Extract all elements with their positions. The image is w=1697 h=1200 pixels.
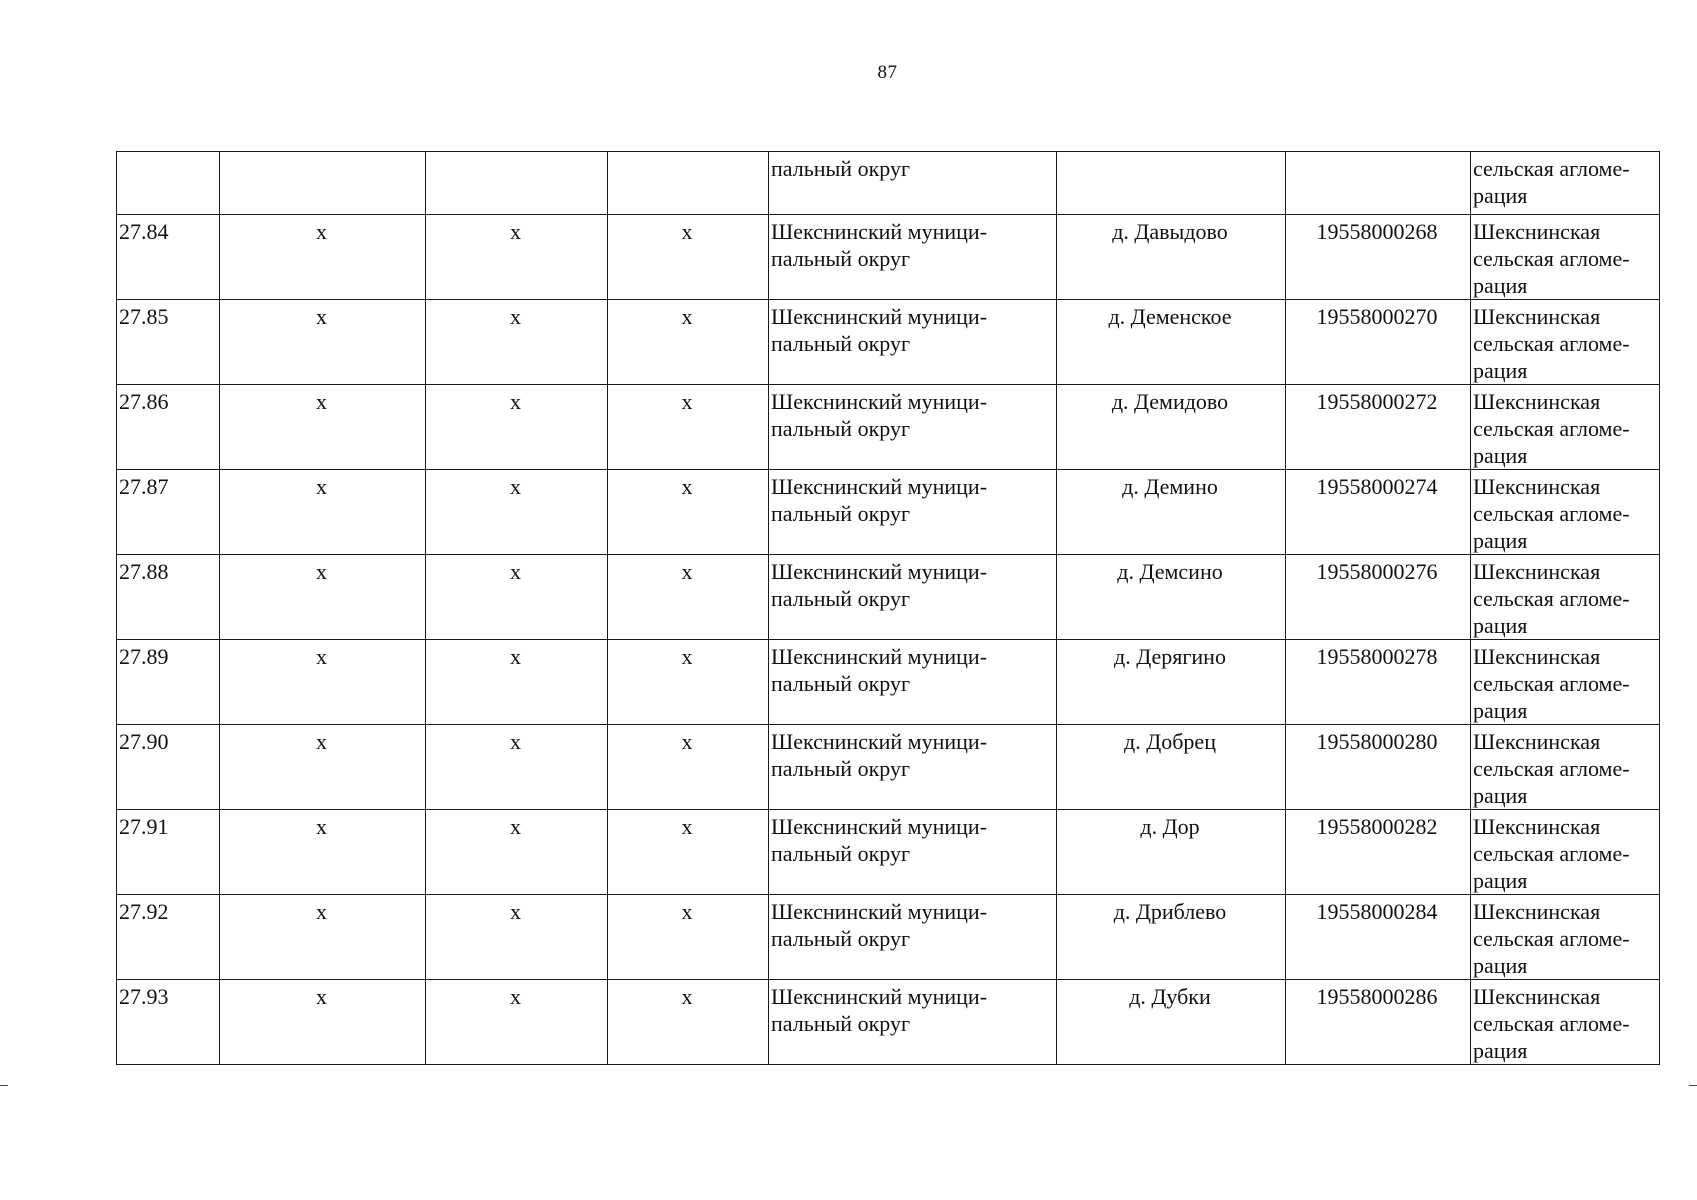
empty-cell xyxy=(608,152,769,215)
agglomeration-line: рация xyxy=(1473,698,1528,723)
settlement-cell: д. Дерягино xyxy=(1057,640,1286,725)
x-mark-cell: х xyxy=(426,300,608,385)
agglomeration-line: рация xyxy=(1473,953,1528,978)
empty-cell xyxy=(220,152,426,215)
row-number-cell: 27.88 xyxy=(117,555,220,640)
row-number-cell: 27.89 xyxy=(117,640,220,725)
municipality-line: Шекснинский муници- xyxy=(771,729,988,754)
agglomeration-line: сельская агломе- xyxy=(1473,501,1630,526)
x-mark-cell: х xyxy=(608,470,769,555)
row-number-cell: 27.93 xyxy=(117,980,220,1065)
x-mark-cell: х xyxy=(426,895,608,980)
table-row xyxy=(117,810,1660,895)
registry-table xyxy=(116,151,1660,1065)
edge-mark-right xyxy=(1689,1085,1697,1086)
agglomeration-cell xyxy=(1471,980,1660,1065)
municipality-line: Шекснинский муници- xyxy=(771,984,988,1009)
agglomeration-line: рация xyxy=(1473,1038,1528,1063)
table-row xyxy=(117,300,1660,385)
agglomeration-line: Шекснинская xyxy=(1473,644,1601,669)
x-mark-cell: х xyxy=(220,810,426,895)
municipality-line: Шекснинский муници- xyxy=(771,304,988,329)
x-mark-cell: х xyxy=(608,640,769,725)
agglomeration-line: сельская агломе- xyxy=(1473,926,1630,951)
municipality-cell xyxy=(769,640,1057,725)
table-row xyxy=(117,555,1660,640)
x-mark-cell: х xyxy=(426,725,608,810)
x-mark-cell: х xyxy=(220,470,426,555)
page-number: 87 xyxy=(877,62,898,83)
x-mark-cell: х xyxy=(220,725,426,810)
agglomeration-cell xyxy=(1471,470,1660,555)
table-row xyxy=(117,895,1660,980)
municipality-line: пальный округ xyxy=(771,1011,910,1036)
x-mark-cell: х xyxy=(608,385,769,470)
row-number-cell: 27.84 xyxy=(117,215,220,300)
table-row xyxy=(117,385,1660,470)
agglomeration-line: Шекснинская xyxy=(1473,474,1601,499)
municipality-cell xyxy=(769,980,1057,1065)
municipality-line: пальный округ xyxy=(771,501,910,526)
agglomeration-line: Шекснинская xyxy=(1473,814,1601,839)
municipality-cell xyxy=(769,895,1057,980)
x-mark-cell: х xyxy=(220,980,426,1065)
table-row xyxy=(117,640,1660,725)
empty-cell xyxy=(117,152,220,215)
municipality-line: пальный округ xyxy=(771,926,910,951)
x-mark-cell: х xyxy=(608,980,769,1065)
municipality-cell xyxy=(769,215,1057,300)
agglomeration-cell xyxy=(1471,810,1660,895)
agglomeration-line: сельская агломе- xyxy=(1473,1011,1630,1036)
x-mark-cell: х xyxy=(608,810,769,895)
municipality-cell xyxy=(769,385,1057,470)
municipality-cell xyxy=(769,555,1057,640)
settlement-cell: д. Дор xyxy=(1057,810,1286,895)
municipality-line: пальный округ xyxy=(771,586,910,611)
x-mark-cell: х xyxy=(220,640,426,725)
agglomeration-line: Шекснинская xyxy=(1473,729,1601,754)
municipality-line: Шекснинский муници- xyxy=(771,389,988,414)
agglomeration-line: Шекснинская xyxy=(1473,219,1601,244)
agglomeration-line: рация xyxy=(1473,613,1528,638)
agglomeration-line: рация xyxy=(1473,443,1528,468)
agglomeration-line: рация xyxy=(1473,358,1528,383)
municipality-line: Шекснинский муници- xyxy=(771,899,988,924)
row-number-cell: 27.92 xyxy=(117,895,220,980)
x-mark-cell: х xyxy=(426,980,608,1065)
empty-cell xyxy=(1286,152,1471,215)
municipality-line: Шекснинский муници- xyxy=(771,644,988,669)
x-mark-cell: х xyxy=(220,895,426,980)
municipality-cell xyxy=(769,810,1057,895)
municipality-line: пальный округ xyxy=(771,331,910,356)
table-body xyxy=(117,152,1660,1065)
agglomeration-line: сельская агломе- xyxy=(1473,416,1630,441)
municipality-cell: пальный округ xyxy=(769,152,1057,215)
agglomeration-line: сельская агломе- xyxy=(1473,671,1630,696)
empty-cell xyxy=(426,152,608,215)
x-mark-cell: х xyxy=(220,385,426,470)
oktmo-code-cell: 19558000282 xyxy=(1286,810,1471,895)
settlement-cell: д. Демино xyxy=(1057,470,1286,555)
agglomeration-line: Шекснинская xyxy=(1473,389,1601,414)
empty-cell xyxy=(1057,152,1286,215)
agglomeration-cell xyxy=(1471,640,1660,725)
agglomeration-cell xyxy=(1471,385,1660,470)
municipality-cell xyxy=(769,470,1057,555)
x-mark-cell: х xyxy=(608,555,769,640)
agglomeration-cell xyxy=(1471,555,1660,640)
municipality-line: пальный округ xyxy=(771,671,910,696)
municipality-line: Шекснинский муници- xyxy=(771,474,988,499)
row-number-cell: 27.86 xyxy=(117,385,220,470)
municipality-line: Шекснинский муници- xyxy=(771,814,988,839)
municipality-cell xyxy=(769,725,1057,810)
table-row xyxy=(117,215,1660,300)
row-number-cell: 27.91 xyxy=(117,810,220,895)
settlement-cell: д. Дриблево xyxy=(1057,895,1286,980)
municipality-line: Шекснинский муници- xyxy=(771,559,988,584)
x-mark-cell: х xyxy=(426,215,608,300)
row-number-cell: 27.90 xyxy=(117,725,220,810)
x-mark-cell: х xyxy=(608,300,769,385)
x-mark-cell: х xyxy=(608,215,769,300)
oktmo-code-cell: 19558000272 xyxy=(1286,385,1471,470)
table-row xyxy=(117,980,1660,1065)
agglomeration-cell xyxy=(1471,215,1660,300)
oktmo-code-cell: 19558000276 xyxy=(1286,555,1471,640)
table-row xyxy=(117,470,1660,555)
x-mark-cell: х xyxy=(426,470,608,555)
oktmo-code-cell: 19558000274 xyxy=(1286,470,1471,555)
municipality-line: пальный округ xyxy=(771,841,910,866)
x-mark-cell: х xyxy=(426,555,608,640)
continuation-row xyxy=(117,152,1660,215)
row-number-cell: 27.87 xyxy=(117,470,220,555)
edge-mark-left xyxy=(0,1085,8,1086)
oktmo-code-cell: 19558000280 xyxy=(1286,725,1471,810)
oktmo-code-cell: 19558000286 xyxy=(1286,980,1471,1065)
oktmo-code-cell: 19558000268 xyxy=(1286,215,1471,300)
municipality-cell xyxy=(769,300,1057,385)
agglomeration-line: сельская агломе- xyxy=(1473,331,1630,356)
agglomeration-cell xyxy=(1471,895,1660,980)
x-mark-cell: х xyxy=(608,895,769,980)
agglomeration-line: Шекснинская xyxy=(1473,304,1601,329)
x-mark-cell: х xyxy=(220,555,426,640)
settlement-cell: д. Давыдово xyxy=(1057,215,1286,300)
oktmo-code-cell: 19558000278 xyxy=(1286,640,1471,725)
municipality-line: Шекснинский муници- xyxy=(771,219,988,244)
agglomeration-line: сельская агломе- xyxy=(1473,756,1630,781)
row-number-cell: 27.85 xyxy=(117,300,220,385)
x-mark-cell: х xyxy=(426,385,608,470)
agglomeration-line: Шекснинская xyxy=(1473,984,1601,1009)
agglomeration-line: Шекснинская xyxy=(1473,899,1601,924)
municipality-line: пальный округ xyxy=(771,756,910,781)
oktmo-code-cell: 19558000284 xyxy=(1286,895,1471,980)
x-mark-cell: х xyxy=(426,640,608,725)
agglomeration-line: рация xyxy=(1473,528,1528,553)
agglomeration-line: рация xyxy=(1473,783,1528,808)
agglomeration-line: рация xyxy=(1473,868,1528,893)
agglomeration-cell xyxy=(1471,300,1660,385)
agglomeration-line: рация xyxy=(1473,183,1528,208)
settlement-cell: д. Добрец xyxy=(1057,725,1286,810)
agglomeration-line: сельская агломе- xyxy=(1473,246,1630,271)
settlement-cell: д. Демидово xyxy=(1057,385,1286,470)
table-row xyxy=(117,725,1660,810)
agglomeration-line: Шекснинская xyxy=(1473,559,1601,584)
agglomeration-line: сельская агломе- xyxy=(1473,586,1630,611)
agglomeration-cell xyxy=(1471,725,1660,810)
settlement-cell: д. Дубки xyxy=(1057,980,1286,1065)
x-mark-cell: х xyxy=(608,725,769,810)
municipality-line: пальный округ xyxy=(771,416,910,441)
agglomeration-line: рация xyxy=(1473,273,1528,298)
oktmo-code-cell: 19558000270 xyxy=(1286,300,1471,385)
agglomeration-line: сельская агломе- xyxy=(1473,156,1630,181)
settlement-cell: д. Деменское xyxy=(1057,300,1286,385)
settlement-cell: д. Демсино xyxy=(1057,555,1286,640)
agglomeration-cell xyxy=(1471,152,1660,215)
x-mark-cell: х xyxy=(220,215,426,300)
agglomeration-line: сельская агломе- xyxy=(1473,841,1630,866)
municipality-line: пальный округ xyxy=(771,246,910,271)
x-mark-cell: х xyxy=(426,810,608,895)
x-mark-cell: х xyxy=(220,300,426,385)
